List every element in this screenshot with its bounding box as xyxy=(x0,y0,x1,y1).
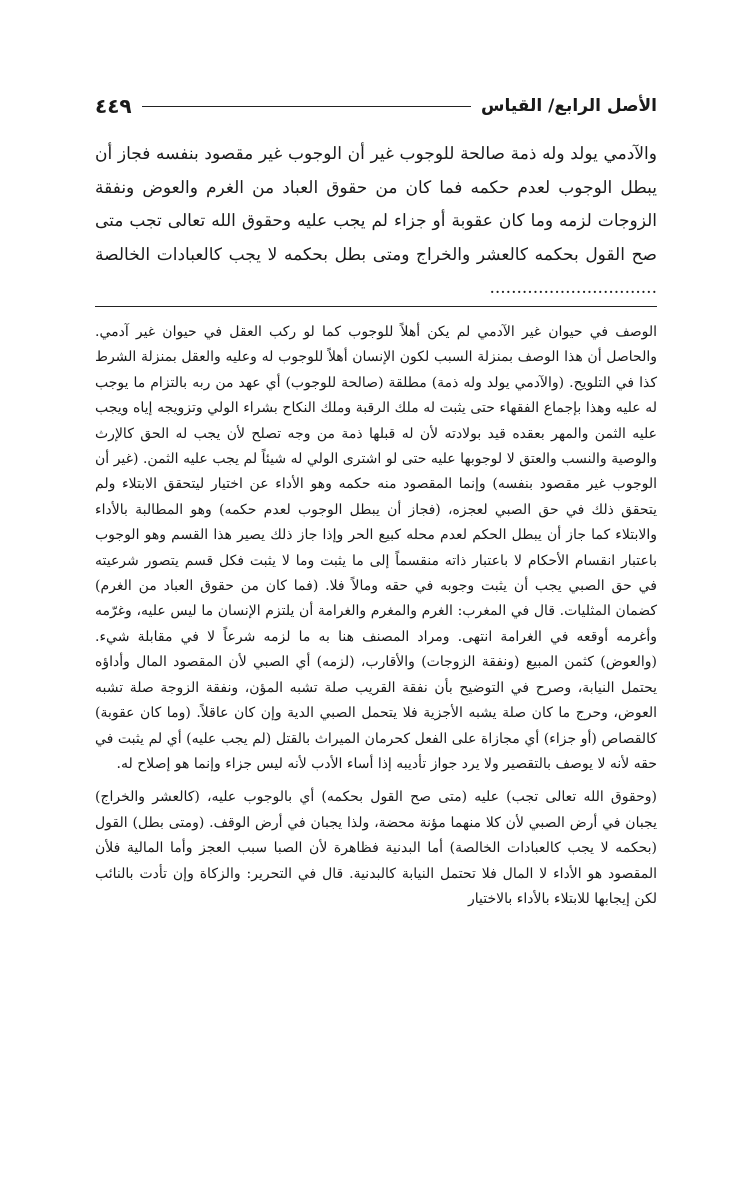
page-header xyxy=(95,86,657,126)
page-number: ٤٤٩ xyxy=(95,94,132,118)
running-title: الأصل الرابع/ القياس xyxy=(481,96,657,116)
commentary-paragraph-1: الوصف في حيوان غير الآدمي لم يكن أهلاً للوجوب كما لو ركب العقل في حيوان غير آدمي. والحاصل أن هذا الوصف بمنزلة السبب لكون الإنسان أهلاً للوجوب له وعليه والعقل بمنزلة الشرط كذا في التلويح. (والآدمي يولد وله ذمة) مطلقة (صالحة للوجوب) أي عهد من ربه بالتزام ما يوجب له عليه وهذا بإجماع الفقهاء حتى يثبت له ملك الرقبة وملك النكاح بشراء الولي وتزويجه إياه ويجب عليه الثمن والمهر بعقده قيد بولادته لأن له قبلها ذمة من وجه تصلح لأن يجب له الحق كالإرث والوصية والنسب والعتق لا لوجوبها عليه حتى لو اشترى الولي له شيئاً لم يجب عليه الثمن. (غير أن الوجوب غير مقصود بنفسه) وإنما المقصود منه حكمه وهو الأداء عن اختيار ليتحقق الابتلاء ولم يتحقق ذلك في حق الصبي لعجزه، (فجاز أن يبطل الوجوب لعدم حكمه) وهو المطالبة بالأداء والابتلاء كما جاز أن يبطل الحكم لعدم محله كبيع الحر وإذا جاز ذلك يصير هذا القسم وهو الوجوب باعتبار انقسام الأحكام لا باعتبار ذاته منقسماً إلى ما يثبت وما لا يثبت فكل قسم يتصور شرعيته في حق الصبي يجب أن يثبت وجوبه في حقه ومالاً فلا. (فما كان من حقوق العباد من الغرم) كضمان المثليات. قال في المغرب: الغرم والمغرم والغرامة أن يلتزم الإنسان ما ليس عليه، وغرّمه وأغرمه أوقعه في الغرامة انتهى. ومراد المصنف هنا به ما لزمه شرعاً لا في مقابلة شيء. (والعوض) كثمن المبيع (ونفقة الزوجات) والأقارب، (لزمه) أي الصبي لأن المقصود المال وأداؤه يحتمل النيابة، وصرح في التوضيح بأن نفقة القريب صلة تشبه المؤن، ونفقة الزوجة صلة تشبه العوض، وحرج ما كان صلة يشبه الأجزية فلا يتحمل الصبي الدية وإن كان عاقلاً. (وما كان عقوبة) كالقصاص (أو جزاء) أي مجازاة على الفعل كحرمان الميراث بالقتل (لم يجب عليه) أي لم يثبت في حقه لأنه لا يوصف بالتقصير ولا يرد جواز تأديبه إذا أساء الأدب لأنه ليس جزاء وإنما هو إصلاح له. xyxy=(95,324,657,772)
footnote-divider xyxy=(95,306,657,307)
header-rule xyxy=(142,106,471,107)
main-paragraph xyxy=(95,138,657,306)
main-body: والآدمي يولد وله ذمة صالحة للوجوب غير أن الوجوب غير مقصود بنفسه فجاز أن يبطل الوجوب لعدم حكمه فما كان من حقوق العباد من الغرم والعوض ونفقة الزوجات لزمه وما كان عقوبة أو جزاء لم يجب عليه وحقوق الله تعالى تجب متى صح القول بحكمه كالعشر والخراج ومتى بطل بحكمه لا يجب كالعبادات الخالصة xyxy=(95,144,657,265)
main-text xyxy=(95,138,657,306)
commentary-paragraph-2: (وحقوق الله تعالى تجب) عليه (متى صح القول بحكمه) أي بالوجوب عليه، (كالعشر والخراج) يجبان في أرض الصبي لأن كلا منهما مؤنة محضة، ولذا يجبان في أرض الوقف. (ومتى بطل) القول (بحكمه لا يجب كالعبادات الخالصة) أما البدنية فظاهرة لأن الصبا سبب العجز وأما المالية فلأن المقصود هو الأداء لا المال فلا تحتمل النيابة كالبدنية. قال في التحرير: والزكاة وإن تأدت بالنائب لكن إيجابها للابتلاء بالأداء بالاختيار xyxy=(95,789,657,907)
commentary-text xyxy=(95,320,657,912)
main-dots: ............................... xyxy=(489,278,657,298)
